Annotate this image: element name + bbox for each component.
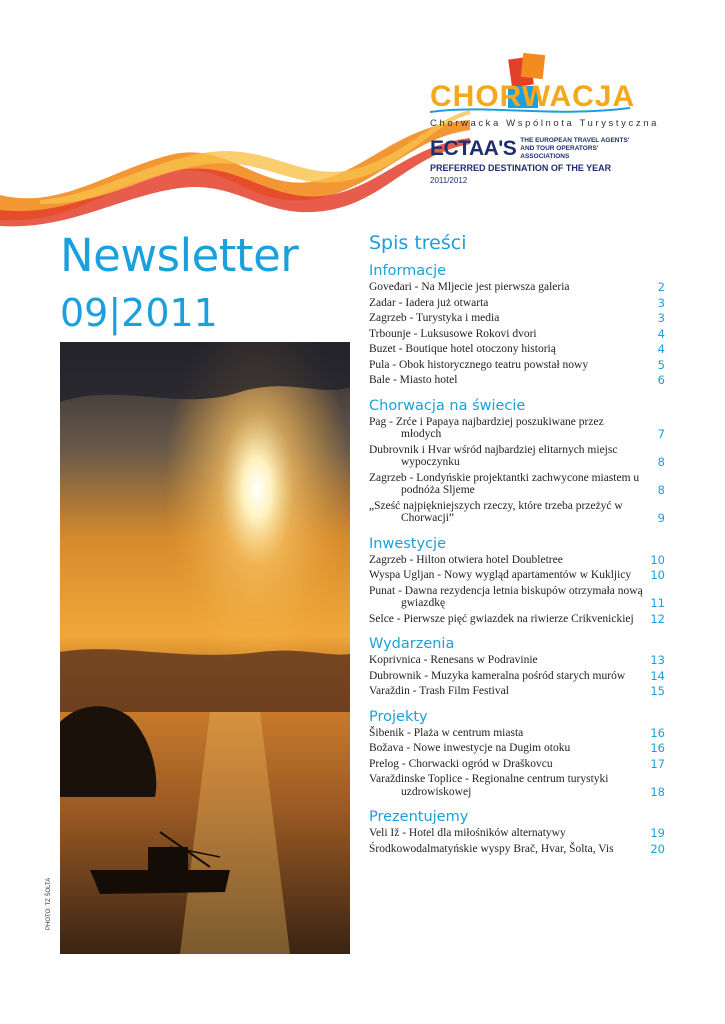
toc-entry-page: 10 xyxy=(650,568,665,582)
toc-entry-text: Varaždinske Toplice - Regionalne centrum turystyki uzdrowiskowej xyxy=(369,773,609,798)
title-issue: 09|2011 xyxy=(60,291,218,335)
chorwacja-logo xyxy=(430,52,659,185)
toc-entry[interactable] xyxy=(369,343,665,356)
photo-credit: PHOTO: TZ ŠOLTA xyxy=(46,877,52,930)
toc-entry-page: 8 xyxy=(657,455,665,469)
toc-entry[interactable] xyxy=(369,359,665,372)
section-heading: Inwestycje xyxy=(369,535,446,552)
toc-entry-page: 15 xyxy=(650,684,665,698)
toc-entry-text: Wyspa Ugljan - Nowy wygląd apartamentów w Kukljicy xyxy=(369,569,632,581)
toc-entry[interactable] xyxy=(369,297,665,310)
toc-entry-page: 5 xyxy=(657,357,665,372)
toc-section xyxy=(369,262,665,387)
toc-entry-page: 20 xyxy=(650,841,665,856)
toc-entry-text: Środkowodalmatyńskie wyspy Brač, Hvar, Šolta, Vis xyxy=(369,842,614,855)
toc-entry-text: Trbounje - Luksusowe Rokovi dvori xyxy=(369,327,537,340)
toc-entry-text: Pula - Obok historycznego teatru powstał nowy xyxy=(369,358,589,371)
toc-entry[interactable] xyxy=(369,444,665,469)
sunset-photo xyxy=(60,342,350,954)
ectaa-description: THE EUROPEAN TRAVEL AGENTS' AND TOUR OPERATORS' ASSOCIATIONS xyxy=(520,137,630,160)
section-heading: Chorwacja na świecie xyxy=(369,397,526,414)
toc-entry[interactable] xyxy=(369,670,665,683)
toc-entry-text: Božava - Nowe inwestycje na Dugim otoku xyxy=(369,742,571,754)
toc-entry-page: 3 xyxy=(657,311,665,325)
toc-entry-page: 8 xyxy=(657,483,665,497)
toc-entry-text: Šibenik - Plaża w centrum miasta xyxy=(369,726,524,739)
toc-section xyxy=(369,635,665,698)
toc-entry-page: 17 xyxy=(650,756,665,771)
section-heading: Projekty xyxy=(369,708,428,725)
toc-entry[interactable] xyxy=(369,374,665,387)
toc-entry-text: Varaždin - Trash Film Festival xyxy=(369,685,509,697)
toc-entry-text: Punat - Dawna rezydencja letnia biskupów otrzymała nową gwiazdkę xyxy=(369,584,643,609)
toc-entry[interactable] xyxy=(369,281,665,294)
ectaa-award: PREFERRED DESTINATION OF THE YEAR xyxy=(430,163,612,173)
table-of-contents xyxy=(369,232,665,865)
toc-entry[interactable] xyxy=(369,843,665,856)
toc-entry-page: 19 xyxy=(650,826,665,840)
toc-entry-page: 4 xyxy=(657,342,665,356)
toc-entry[interactable] xyxy=(369,742,665,755)
title-main: Newsletter xyxy=(60,229,299,282)
toc-entry-text: Dubrownik - Muzyka kameralna pośród starych murów xyxy=(369,669,626,682)
toc-entry-text: Zagrzeb - Turystyka i media xyxy=(369,312,500,324)
toc-entry[interactable] xyxy=(369,585,665,610)
toc-entry[interactable] xyxy=(369,312,665,325)
section-heading: Wydarzenia xyxy=(369,636,455,652)
toc-entry-text: Koprivnica - Renesans w Podravinie xyxy=(369,654,538,666)
toc-entry[interactable] xyxy=(369,654,665,667)
ectaa-name: ECTAA'S xyxy=(430,137,517,160)
toc-entry-page: 12 xyxy=(650,611,665,626)
newsletter-title xyxy=(60,228,298,338)
toc-entry-page: 4 xyxy=(657,326,665,341)
toc-entry-text: Goveđari - Na Mljecie jest pierwsza galeria xyxy=(369,281,570,293)
toc-entry[interactable] xyxy=(369,554,665,567)
toc-entry[interactable] xyxy=(369,500,665,525)
logo-subtitle: Chorwacka Wspólnota Turystyczna xyxy=(430,118,659,129)
toc-entry[interactable] xyxy=(369,472,665,497)
toc-section xyxy=(369,808,665,855)
toc-entry-page: 2 xyxy=(657,280,665,294)
toc-entry-page: 11 xyxy=(650,596,665,610)
toc-entry[interactable] xyxy=(369,613,665,626)
toc-entry-page: 16 xyxy=(650,725,665,740)
toc-entry-page: 18 xyxy=(650,784,665,799)
toc-entry-text: Zagrzeb - Hilton otwiera hotel Doubletree xyxy=(369,553,563,566)
toc-entry-text: Veli Iž - Hotel dla miłośników alternatywy xyxy=(369,827,566,839)
toc-entry[interactable] xyxy=(369,416,665,441)
section-heading: Prezentujemy xyxy=(369,809,469,825)
toc-entry[interactable] xyxy=(369,685,665,698)
toc-entry[interactable] xyxy=(369,569,665,582)
ectaa-badge xyxy=(430,137,640,161)
toc-entry-text: Pag - Zrće i Papaya najbardziej poszukiwane przez młodych xyxy=(369,415,604,440)
ectaa-year: 2011/2012 xyxy=(430,176,468,185)
toc-entry-text: Bale - Miasto hotel xyxy=(369,374,458,386)
toc-entry-page: 13 xyxy=(650,653,665,667)
toc-entry-text: Prelog - Chorwacki ogród w Draškovcu xyxy=(369,757,553,770)
toc-entry[interactable] xyxy=(369,328,665,341)
toc-entry[interactable] xyxy=(369,773,665,798)
decorative-waves xyxy=(0,100,470,230)
toc-section xyxy=(369,708,665,799)
toc-section xyxy=(369,397,665,525)
toc-entry-page: 14 xyxy=(650,668,665,683)
toc-entry-page: 3 xyxy=(657,295,665,310)
toc-entry[interactable] xyxy=(369,727,665,740)
toc-entry-text: Selce - Pierwsze pięć gwiazdek na riwierze Crikvenickiej xyxy=(369,612,634,625)
toc-entry-text: Buzet - Boutique hotel otoczony historią xyxy=(369,343,556,355)
toc-entry-page: 10 xyxy=(650,552,665,567)
toc-entry-page: 9 xyxy=(657,511,665,525)
section-heading: Informacje xyxy=(369,263,447,279)
toc-entry-text: „Sześć najpiękniejszych rzeczy, które trzeba przeżyć w Chorwacji” xyxy=(369,499,623,524)
logo-wordmark: CHORWACJA xyxy=(430,80,636,113)
toc-entry-text: Zadar - Iadera już otwarta xyxy=(369,296,489,309)
toc-entry-page: 16 xyxy=(650,741,665,755)
toc-entry-text: Zagrzeb - Londyńskie projektantki zachwycone miastem u podnóża Sljeme xyxy=(369,471,640,496)
toc-title: Spis treści xyxy=(369,232,467,254)
toc-entry-page: 6 xyxy=(657,373,665,387)
toc-entry-text: Dubrovnik i Hvar wśród najbardziej elitarnych miejsc wypoczynku xyxy=(369,443,618,468)
toc-section xyxy=(369,535,665,626)
toc-entry[interactable] xyxy=(369,827,665,840)
toc-entry[interactable] xyxy=(369,758,665,771)
toc-entry-page: 7 xyxy=(657,427,665,441)
